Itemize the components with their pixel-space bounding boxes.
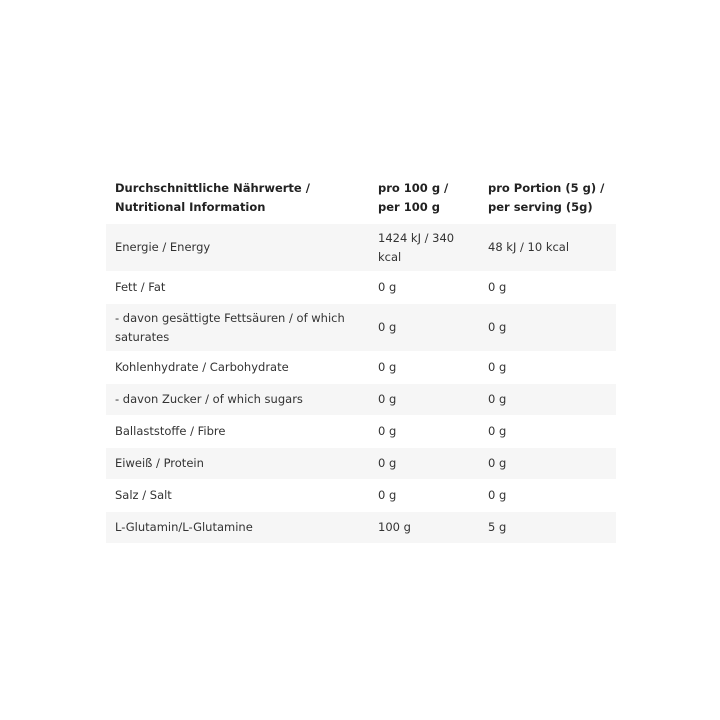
- table-header-row: [106, 172, 616, 224]
- nutrition-table: [106, 172, 616, 544]
- value-per-serving: 0 g: [488, 360, 507, 374]
- value-per-100g: 0 g: [378, 488, 397, 502]
- value-per-serving: 0 g: [488, 280, 507, 294]
- table-row: [106, 416, 616, 448]
- value-per-100g: 1424 kJ / 340 kcal: [378, 230, 455, 264]
- table-row: [106, 512, 616, 544]
- value-per-100g: 0 g: [378, 280, 397, 294]
- nutrient-name: Salz / Salt: [115, 488, 172, 502]
- table-row: [106, 448, 616, 480]
- nutrient-name: - davon Zucker / of which sugars: [115, 392, 303, 406]
- table-row: [106, 480, 616, 512]
- table-row: [106, 384, 616, 416]
- value-per-serving: 48 kJ / 10 kcal: [488, 240, 570, 254]
- value-per-serving: 0 g: [488, 320, 507, 334]
- nutrient-name: Eiweiß / Protein: [115, 456, 204, 470]
- nutrient-name: Ballaststoffe / Fibre: [115, 424, 226, 438]
- table-row: [106, 224, 616, 272]
- nutrient-name: - davon gesättigte Fettsäuren / of which saturates: [115, 310, 345, 344]
- value-per-serving: 0 g: [488, 488, 507, 502]
- header-nutrient: Durchschnittliche Nährwerte / Nutritional Information: [115, 180, 310, 214]
- nutrient-name: Fett / Fat: [115, 280, 166, 294]
- value-per-100g: 0 g: [378, 360, 397, 374]
- value-per-100g: 0 g: [378, 392, 397, 406]
- table-row: [106, 352, 616, 384]
- value-per-100g: 0 g: [378, 424, 397, 438]
- value-per-serving: 5 g: [488, 520, 507, 534]
- header-per-100g: pro 100 g / per 100 g: [378, 180, 449, 214]
- value-per-100g: 100 g: [378, 520, 411, 534]
- nutrient-name: Kohlenhydrate / Carbohydrate: [115, 360, 289, 374]
- value-per-serving: 0 g: [488, 424, 507, 438]
- value-per-100g: 0 g: [378, 456, 397, 470]
- value-per-serving: 0 g: [488, 456, 507, 470]
- table-row: [106, 272, 616, 304]
- nutrient-name: L-Glutamin/L-Glutamine: [115, 520, 253, 534]
- nutrient-name: Energie / Energy: [115, 240, 211, 254]
- header-per-serving: pro Portion (5 g) / per serving (5g): [488, 180, 605, 214]
- value-per-100g: 0 g: [378, 320, 397, 334]
- table-row: [106, 304, 616, 352]
- value-per-serving: 0 g: [488, 392, 507, 406]
